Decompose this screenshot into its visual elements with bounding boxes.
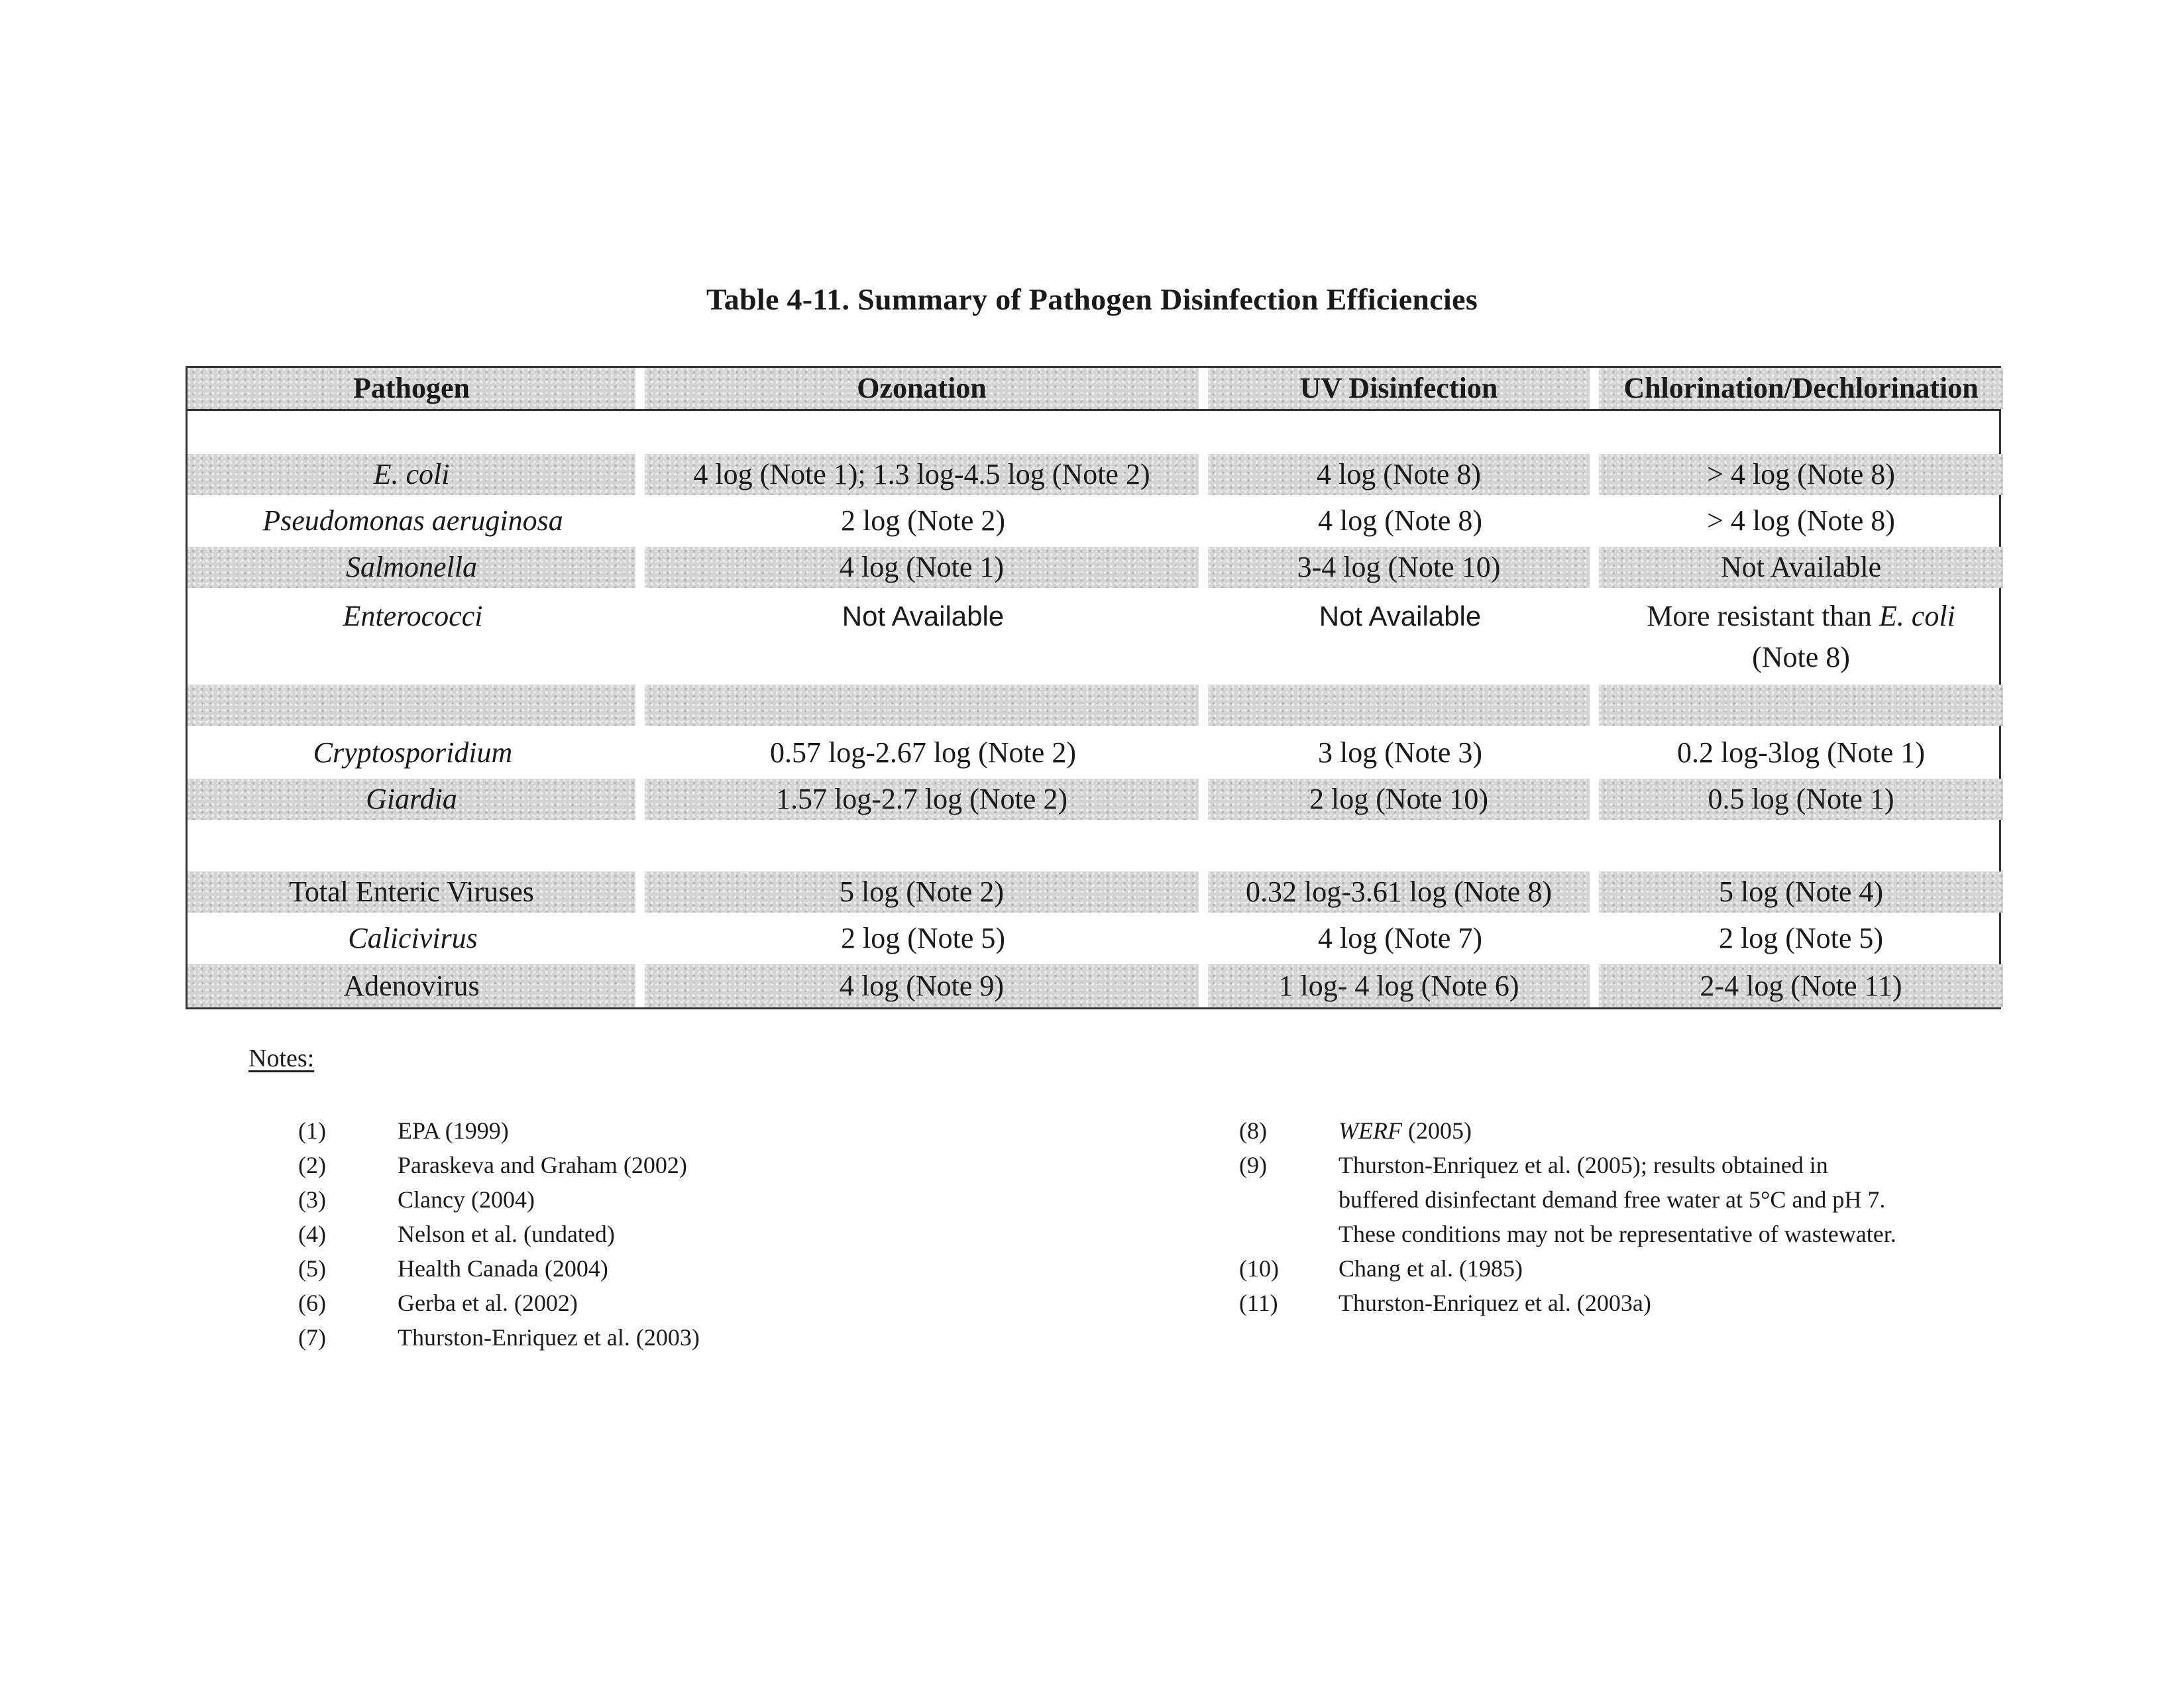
ozonation-cell: 2 log (Note 5) <box>840 922 1006 955</box>
table-row <box>188 454 1999 495</box>
ozonation-cell: 1.57 log-2.7 log (Note 2) <box>645 779 1201 820</box>
header-pathogen: Pathogen <box>188 368 638 409</box>
table-row <box>188 500 1999 541</box>
table-row <box>188 964 1999 1007</box>
chlorination-cell: 2 log (Note 5) <box>1718 922 1884 955</box>
pathogen-cell: Giardia <box>188 779 638 820</box>
uv-cell: 3-4 log (Note 10) <box>1208 547 1592 588</box>
chlorination-cell: 2-4 log (Note 11) <box>1599 964 2003 1007</box>
ozonation-cell: 4 log (Note 1) <box>645 547 1201 588</box>
table-title: Table 4-11. Summary of Pathogen Disinfection Efficiencies <box>706 282 1478 316</box>
table-row <box>188 547 1999 588</box>
ozonation-cell: 4 log (Note 1); 1.3 log-4.5 log (Note 2) <box>645 454 1201 495</box>
pathogen-cell: Adenovirus <box>188 964 638 1007</box>
ozonation-cell: 4 log (Note 9) <box>645 964 1201 1007</box>
chlorination-cell: Not Available <box>1599 547 2003 588</box>
chlorination-cell: 0.2 log-3log (Note 1) <box>1677 736 1925 769</box>
chlorination-cell-line-2: (Note 8) <box>1752 640 1850 673</box>
chlorination-cell: > 4 log (Note 8) <box>1599 454 2003 495</box>
pathogen-cell: E. coli <box>188 454 638 495</box>
chlorination-cell: 5 log (Note 4) <box>1599 872 2003 913</box>
disinfection-table <box>186 366 2001 1009</box>
uv-cell: 3 log (Note 3) <box>1317 736 1483 769</box>
header-uv-disinfection: UV Disinfection <box>1208 368 1592 409</box>
chlorination-cell: > 4 log (Note 8) <box>1707 504 1895 537</box>
pathogen-cell: Salmonella <box>188 547 638 588</box>
table-row <box>188 779 1999 820</box>
table-spacer-row <box>188 685 1999 726</box>
uv-cell: 4 log (Note 8) <box>1317 504 1483 537</box>
uv-cell: Not Available <box>1319 600 1482 632</box>
ozonation-cell: Not Available <box>842 600 1005 632</box>
notes-label: Notes: <box>248 1044 315 1072</box>
ozonation-cell: 2 log (Note 2) <box>840 504 1006 537</box>
pathogen-cell: Cryptosporidium <box>313 736 513 769</box>
table-row <box>188 593 1999 679</box>
chlorination-cell <box>1599 593 2003 679</box>
pathogen-cell: Total Enteric Viruses <box>188 872 638 913</box>
chlorination-cell-line-1: More resistant than E. coli <box>1647 600 1955 632</box>
table-header-row <box>188 368 1999 411</box>
pathogen-cell: Calicivirus <box>348 922 478 955</box>
uv-cell: 2 log (Note 10) <box>1208 779 1592 820</box>
table-row <box>188 732 1999 773</box>
header-chlorination: Chlorination/Dechlorination <box>1599 368 2003 409</box>
header-ozonation: Ozonation <box>645 368 1201 409</box>
chlorination-cell: 0.5 log (Note 1) <box>1599 779 2003 820</box>
ozonation-cell: 0.57 log-2.67 log (Note 2) <box>770 736 1076 769</box>
uv-cell: 0.32 log-3.61 log (Note 8) <box>1208 872 1592 913</box>
uv-cell: 4 log (Note 8) <box>1208 454 1592 495</box>
uv-cell: 1 log- 4 log (Note 6) <box>1208 964 1592 1007</box>
table-row <box>188 918 1999 959</box>
table-row <box>188 872 1999 913</box>
pathogen-cell: Enterococci <box>343 600 483 632</box>
ozonation-cell: 5 log (Note 2) <box>645 872 1201 913</box>
pathogen-cell: Pseudomonas aeruginosa <box>262 504 563 537</box>
uv-cell: 4 log (Note 7) <box>1317 922 1483 955</box>
